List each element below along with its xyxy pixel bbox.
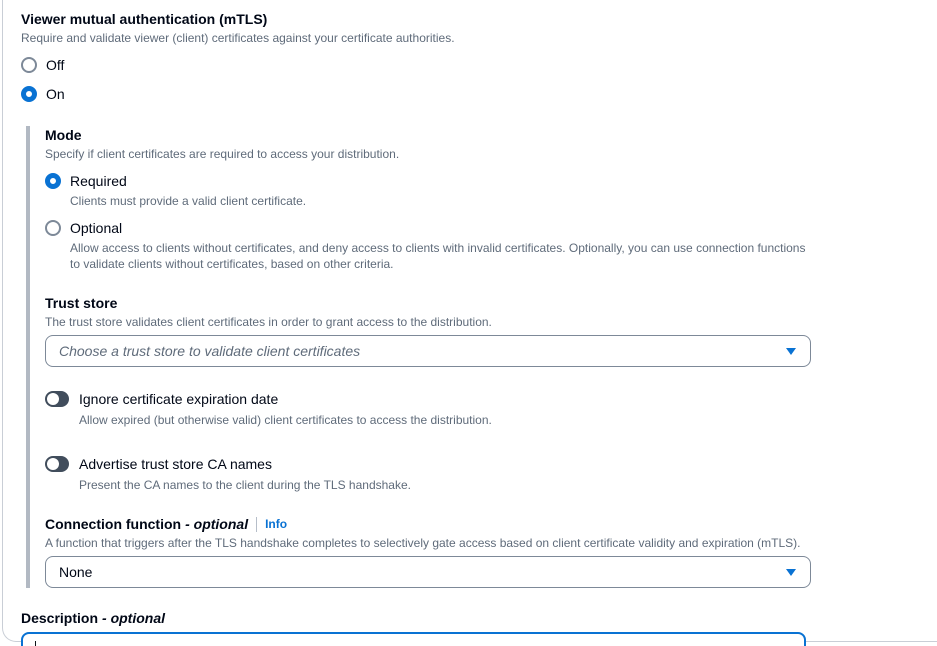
mode-label: Mode: [45, 127, 82, 143]
radio-optional-icon[interactable]: [45, 220, 61, 236]
trust-store-label: Trust store: [45, 295, 118, 311]
mtls-settings-card: [2, 0, 937, 642]
viewer-mtls-description: Require and validate viewer (client) certificates against your certificate authorities.: [21, 31, 455, 45]
radio-optional-label: Optional: [70, 220, 123, 236]
connection-function-label: Connection function: [45, 516, 182, 532]
description-field: [21, 609, 937, 646]
connection-function-label-row: [45, 515, 937, 533]
caret-down-icon: [786, 348, 796, 355]
advertise-ca-description: Present the CA names to the client during the TLS handshake.: [79, 478, 411, 492]
viewer-mtls-field: [21, 10, 937, 104]
advertise-ca-field: [45, 454, 937, 493]
radio-option-optional[interactable]: [45, 218, 937, 238]
radio-required-description: Clients must provide a valid client certificate.: [70, 194, 307, 208]
trust-store-placeholder: Choose a trust store to validate client certificates: [59, 343, 361, 359]
toggle-off-icon[interactable]: [45, 391, 69, 407]
advertise-ca-toggle-row[interactable]: [45, 454, 937, 474]
toggle-off-icon[interactable]: [45, 456, 69, 472]
text-cursor: [35, 641, 36, 646]
connection-function-select[interactable]: [45, 556, 811, 588]
radio-option-on[interactable]: [21, 84, 937, 104]
trust-store-select[interactable]: [45, 335, 811, 367]
description-input[interactable]: [21, 632, 806, 646]
info-link[interactable]: Info: [265, 517, 288, 531]
ignore-expiration-toggle-row[interactable]: [45, 389, 937, 409]
toggle-knob: [47, 393, 59, 405]
radio-required-icon[interactable]: [45, 173, 61, 189]
trust-store-description: The trust store validates client certificates in order to grant access to the distribution.: [45, 315, 492, 329]
ignore-expiration-field: [45, 389, 937, 428]
mode-field: [45, 126, 937, 272]
label-divider: [256, 517, 257, 532]
mode-description: Specify if client certificates are required to access your distribution.: [45, 147, 400, 161]
radio-off-icon[interactable]: [21, 57, 37, 73]
radio-on-icon[interactable]: [21, 86, 37, 102]
radio-optional-description: Allow access to clients without certificates, and deny access to clients with invalid certificates. Optionally, you can use connection functions to validate clients without certificates, based on other criteria.: [70, 241, 806, 271]
radio-option-required[interactable]: [45, 171, 937, 191]
connection-function-optional-tag: - optional: [185, 516, 249, 532]
mtls-config-panel: [26, 126, 937, 588]
ignore-expiration-label: Ignore certificate expiration date: [79, 391, 279, 407]
viewer-mtls-title: Viewer mutual authentication (mTLS): [21, 11, 268, 27]
radio-off-label: Off: [46, 57, 65, 73]
connection-function-field: [45, 515, 937, 588]
advertise-ca-label: Advertise trust store CA names: [79, 456, 272, 472]
radio-option-off[interactable]: [21, 55, 937, 75]
description-label-row: [21, 609, 937, 627]
radio-required-label: Required: [70, 173, 127, 189]
toggle-knob: [47, 458, 59, 470]
description-label: Description: [21, 610, 99, 626]
trust-store-field: [45, 294, 937, 367]
caret-down-icon: [786, 569, 796, 576]
connection-function-description: A function that triggers after the TLS handshake completes to selectively gate access based on client certificate validity and expiration (mTLS).: [45, 536, 801, 550]
description-optional-tag: - optional: [102, 610, 166, 626]
ignore-expiration-description: Allow expired (but otherwise valid) client certificates to access the distribution.: [79, 413, 492, 427]
radio-on-label: On: [46, 86, 65, 102]
connection-function-value: None: [59, 564, 93, 580]
